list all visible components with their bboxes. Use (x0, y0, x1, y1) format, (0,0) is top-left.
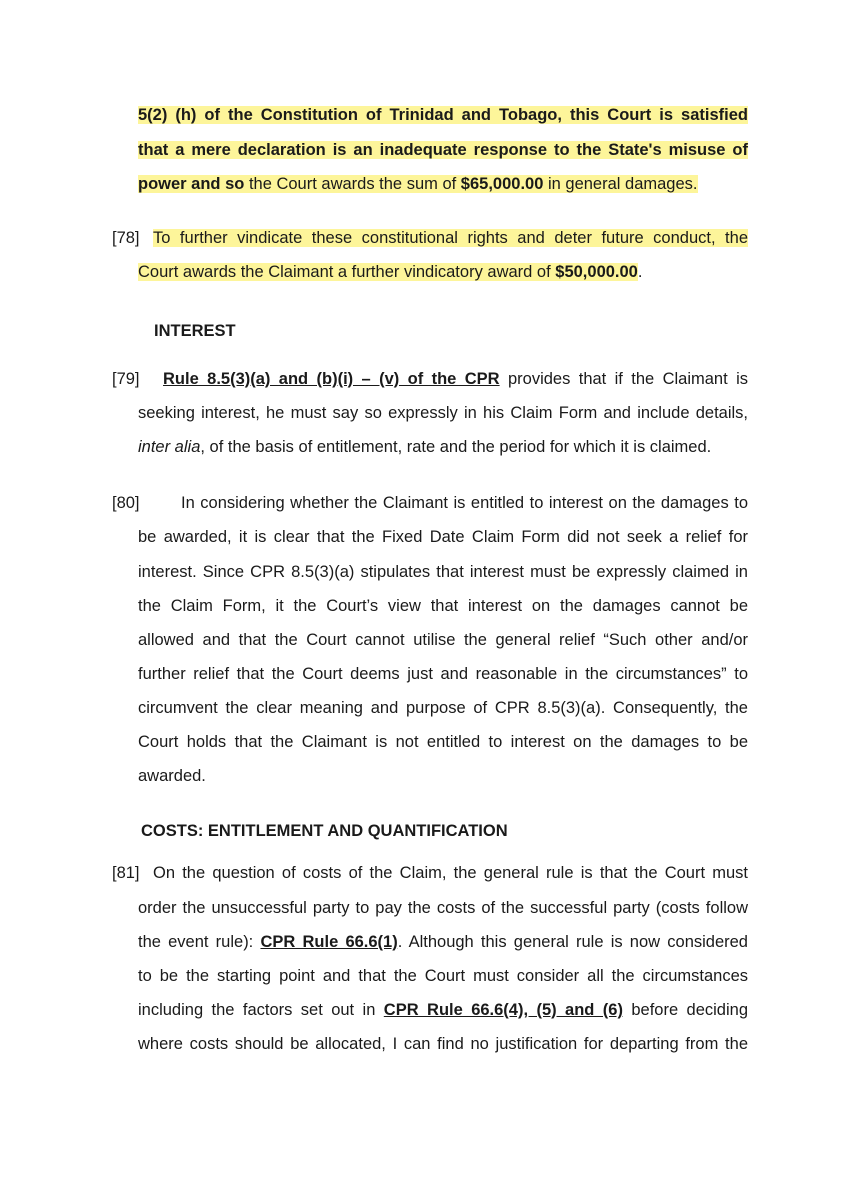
p80-line: interest. Since CPR 8.5(3)(a) stipulates that interest must be expressly claimed in (138, 563, 748, 581)
p78-line-2: Court awards the Claimant a further vindicatory award of $50,000.00. (138, 263, 643, 281)
p81-line-3: the event rule): CPR Rule 66.6(1). Although this general rule is now considered (138, 933, 748, 951)
p80-line: allowed and that the Court cannot utilise the general relief “Such other and/or (138, 631, 748, 649)
paragraph-number-79: [79] (112, 370, 140, 388)
p81-line-6: where costs should be allocated, I can find no justification for departing from the (138, 1035, 748, 1053)
heading-interest: INTEREST (154, 322, 236, 340)
p81-line-5: including the factors set out in CPR Rule 66.6(4), (5) and (6) before deciding (138, 1001, 748, 1019)
cpr-rule-66-6-4-5-6-reference: CPR Rule 66.6(4), (5) and (6) (383, 1001, 623, 1019)
cpr-rule-8-5-reference: Rule 8.5(3)(a) and (b)(i) – (v) of the CPR (163, 370, 500, 388)
paragraph-number-78: [78] (112, 229, 140, 247)
cpr-rule-66-6-1-reference: CPR Rule 66.6(1) (260, 933, 398, 951)
p81-line-1: On the question of costs of the Claim, the general rule is that the Court must (153, 864, 748, 882)
p81-line-2: order the unsuccessful party to pay the costs of the successful party (costs follow (138, 899, 748, 917)
p80-line: awarded. (138, 767, 206, 785)
p80-line: In considering whether the Claimant is entitled to interest on the damages to (181, 494, 748, 512)
p77-line-3: power and so the Court awards the sum of $65,000.00 in general damages. (138, 175, 698, 193)
paragraph-number-80: [80] (112, 494, 140, 512)
p80-line: Court holds that the Claimant is not entitled to interest on the damages to be (138, 733, 748, 751)
p78-line-1: To further vindicate these constitutional rights and deter future conduct, the (153, 229, 748, 247)
p81-line-4: to be the starting point and that the Court must consider all the circumstances (138, 967, 748, 985)
p77-line-2: that a mere declaration is an inadequate response to the State's misuse of (138, 141, 748, 159)
p79-line-1: Rule 8.5(3)(a) and (b)(i) – (v) of the CPR provides that if the Claimant is (163, 370, 748, 388)
p80-line: further relief that the Court deems just and reasonable in the circumstances” to (138, 665, 748, 683)
p79-line-3: inter alia, of the basis of entitlement, rate and the period for which it is claimed. (138, 438, 712, 456)
p79-line-2: seeking interest, he must say so expressly in his Claim Form and include details, (138, 404, 748, 422)
p80-line: the Claim Form, it the Court’s view that interest on the damages cannot be (138, 597, 748, 615)
paragraph-number-81: [81] (112, 864, 140, 882)
p77-line-1: 5(2) (h) of the Constitution of Trinidad and Tobago, this Court is satisfied (138, 106, 748, 124)
p80-line: be awarded, it is clear that the Fixed Date Claim Form did not seek a relief for (138, 528, 748, 546)
p80-line: circumvent the clear meaning and purpose of CPR 8.5(3)(a). Consequently, the (138, 699, 748, 717)
heading-costs: COSTS: ENTITLEMENT AND QUANTIFICATION (141, 822, 508, 840)
